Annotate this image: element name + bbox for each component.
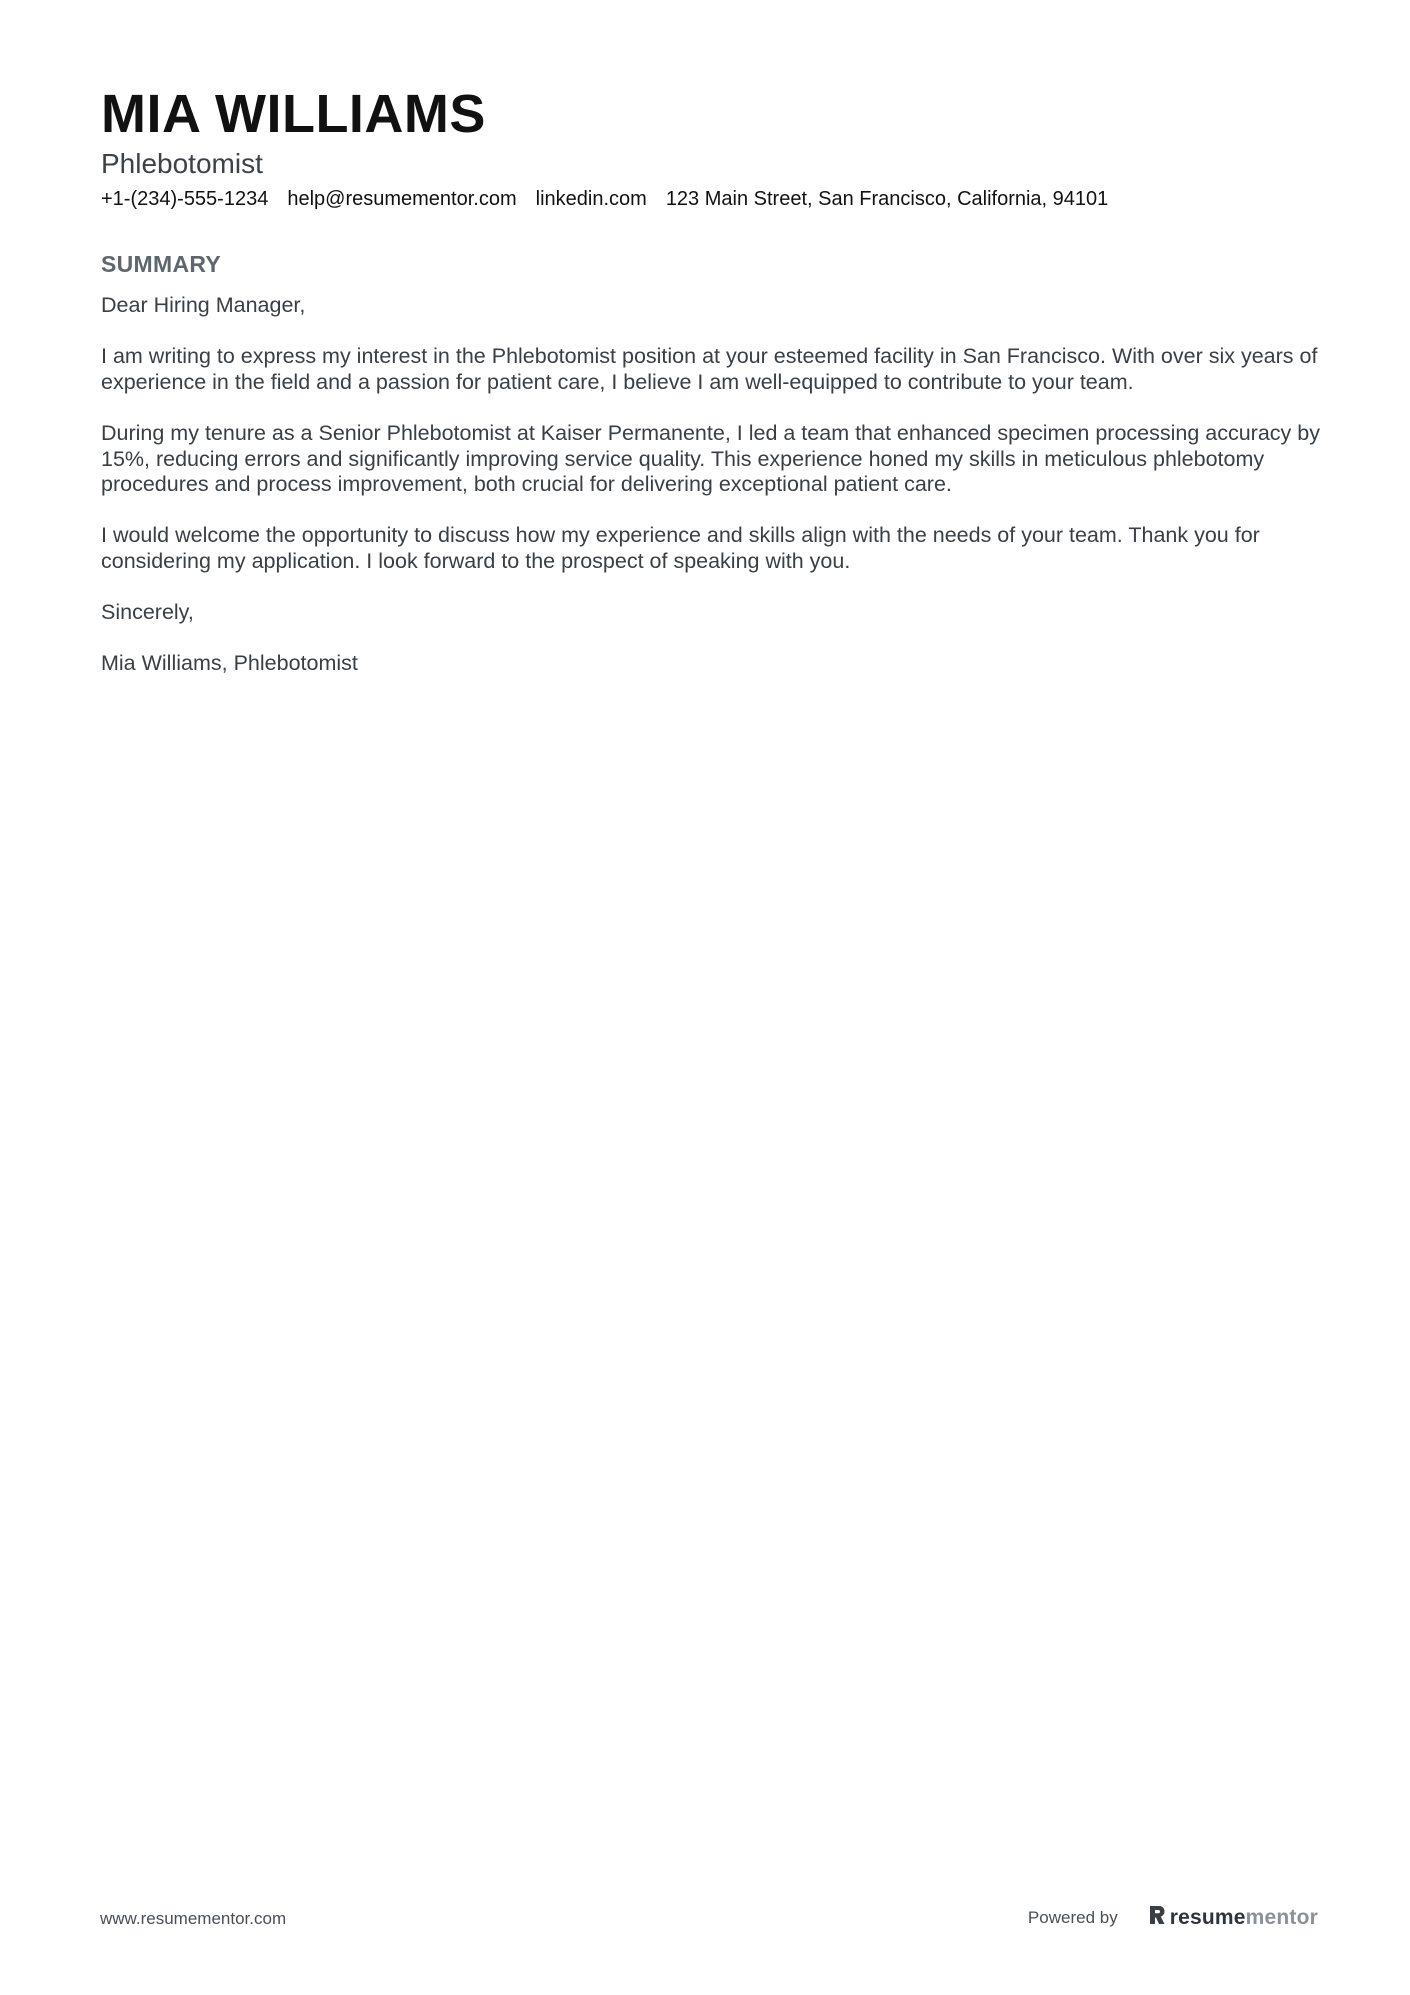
letter-paragraph: I would welcome the opportunity to discuss how my experience and skills align with the needs of your team. Thank you for considering my application. I look forward to the prospect of speaking with you. [101,523,1260,573]
contact-address: 123 Main Street, San Francisco, California, 94101 [665,188,1109,210]
letter-closing: Sincerely, [101,600,194,625]
candidate-name: MIA WILLIAMS [101,84,486,144]
resumementor-logo[interactable] [1148,1904,1318,1931]
contact-linkedin[interactable]: linkedin.com [535,188,647,210]
letter-paragraph: I am writing to express my interest in the Phlebotomist position at your esteemed facility in San Francisco. With over six years of experience in the field and a passion for patient care, I believe I am well-equipped to contribute to your team. [101,344,1318,394]
contact-email[interactable]: help@resumementor.com [287,188,517,210]
contact-phone: +1-(234)-555-1234 [101,188,269,210]
footer-branding [1028,1904,1318,1931]
resumementor-wordmark [1170,1906,1318,1930]
section-title-summary: SUMMARY [101,251,222,277]
header [101,82,1321,212]
footer-website[interactable]: www.resumementor.com [100,1909,287,1928]
letter-salutation: Dear Hiring Manager, [101,293,306,317]
powered-by-label: Powered by [1027,1907,1118,1927]
brand-light: mentor [1245,1905,1318,1929]
contact-line [101,186,1321,212]
letter-body [101,293,1321,703]
letter-paragraph: During my tenure as a Senior Phlebotomist at Kaiser Permanente, I led a team that enhanced specimen processing accuracy by 15%, reducing errors and significantly improving service quality. This experience honed my skills in meticulous phlebotomy procedures and process improvement, both crucial for delivering exceptional patient care. [101,420,1320,497]
resumementor-logo-icon [1148,1904,1166,1931]
letter-signature: Mia Williams, Phlebotomist [101,651,358,676]
candidate-role: Phlebotomist [101,148,263,179]
brand-bold: resume [1169,1905,1246,1929]
